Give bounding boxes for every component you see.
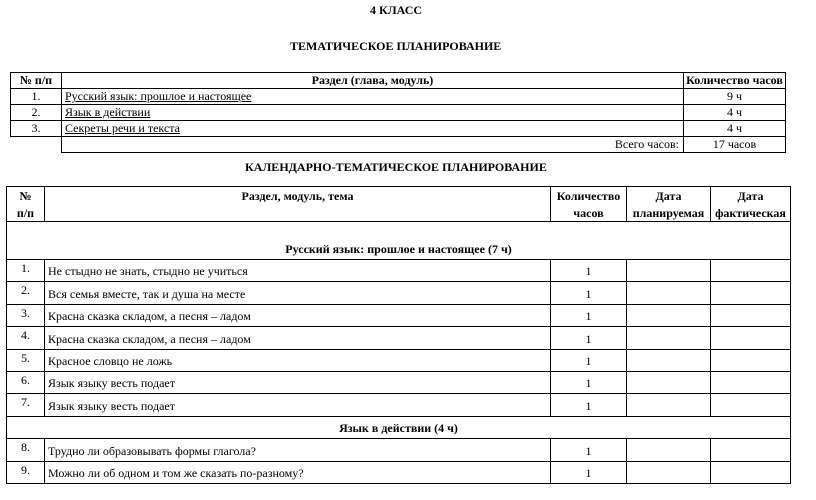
actual-date-cell[interactable] — [711, 394, 791, 417]
table-row — [7, 282, 791, 305]
actual-date-cell[interactable] — [711, 439, 791, 462]
planned-date-cell[interactable] — [627, 282, 711, 305]
planned-date-cell[interactable] — [627, 394, 711, 417]
planned-date-cell[interactable] — [627, 260, 711, 282]
thematic-table — [10, 72, 786, 153]
section-name: Язык в действии — [62, 105, 684, 121]
calendar-header-num: № п/п — [7, 187, 45, 222]
section-heading: Русский язык: прошлое и настоящее (7 ч) — [7, 222, 791, 260]
topic-hours: 1 — [551, 350, 627, 372]
topic-hours: 1 — [551, 439, 627, 462]
planned-date-cell[interactable] — [627, 462, 711, 484]
actual-date-cell[interactable] — [711, 260, 791, 282]
table-row — [7, 439, 791, 462]
table-row — [11, 105, 786, 121]
table-row — [11, 89, 786, 105]
table-row — [7, 305, 791, 327]
row-number: 2. — [7, 282, 45, 305]
calendar-table — [6, 186, 791, 484]
actual-date-cell[interactable] — [711, 462, 791, 484]
section-hours: 4 ч — [684, 105, 786, 121]
table-row — [7, 372, 791, 394]
planned-date-cell[interactable] — [627, 439, 711, 462]
actual-date-cell[interactable] — [711, 372, 791, 394]
topic-name: Язык языку весть подает — [45, 394, 551, 417]
topic-hours: 1 — [551, 394, 627, 417]
topic-hours: 1 — [551, 372, 627, 394]
actual-date-cell[interactable] — [711, 305, 791, 327]
topic-hours: 1 — [551, 327, 627, 350]
section-name: Секреты речи и текста — [62, 121, 684, 137]
table-row — [7, 350, 791, 372]
planned-date-cell[interactable] — [627, 305, 711, 327]
grade-title: 4 КЛАСС — [370, 3, 423, 17]
calendar-header-hours: Количество часов — [551, 187, 627, 222]
calendar-plan-title: КАЛЕНДАРНО-ТЕМАТИЧЕСКОЕ ПЛАНИРОВАНИЕ — [245, 160, 547, 174]
calendar-header-section: Раздел, модуль, тема — [45, 187, 551, 222]
actual-date-cell[interactable] — [711, 350, 791, 372]
topic-name: Не стыдно не знать, стыдно не учиться — [45, 260, 551, 282]
planned-date-cell[interactable] — [627, 350, 711, 372]
section-heading-row — [7, 222, 791, 260]
row-number: 3. — [7, 305, 45, 327]
section-heading: Язык в действии (4 ч) — [7, 417, 791, 439]
row-number: 3. — [11, 121, 62, 137]
planned-date-cell[interactable] — [627, 327, 711, 350]
thematic-header-section: Раздел (глава, модуль) — [62, 73, 684, 89]
row-number: 5. — [7, 350, 45, 372]
thematic-header-num: № п/п — [11, 73, 62, 89]
total-label: Всего часов: — [62, 137, 684, 153]
row-number: 9. — [7, 462, 45, 484]
section-hours: 4 ч — [684, 121, 786, 137]
row-number: 1. — [11, 89, 62, 105]
total-row — [11, 137, 786, 153]
topic-hours: 1 — [551, 462, 627, 484]
row-number: 4. — [7, 327, 45, 350]
section-hours: 9 ч — [684, 89, 786, 105]
section-heading-row — [7, 417, 791, 439]
row-number: 8. — [7, 439, 45, 462]
topic-hours: 1 — [551, 305, 627, 327]
row-number: 7. — [7, 394, 45, 417]
row-number: 2. — [11, 105, 62, 121]
topic-name: Язык языку весть подает — [45, 372, 551, 394]
table-row — [7, 462, 791, 484]
table-row — [7, 394, 791, 417]
actual-date-cell[interactable] — [711, 327, 791, 350]
table-row — [7, 327, 791, 350]
row-number: 6. — [7, 372, 45, 394]
topic-hours: 1 — [551, 260, 627, 282]
thematic-plan-title: ТЕМАТИЧЕСКОЕ ПЛАНИРОВАНИЕ — [290, 39, 502, 53]
total-value: 17 часов — [684, 137, 786, 153]
topic-name: Можно ли об одном и том же сказать по-разному? — [45, 462, 551, 484]
topic-name: Вся семья вместе, так и душа на месте — [45, 282, 551, 305]
table-row — [7, 260, 791, 282]
row-number: 1. — [7, 260, 45, 282]
calendar-header-planned-date: Дата планируемая — [627, 187, 711, 222]
topic-name: Красна сказка складом, а песня – ладом — [45, 305, 551, 327]
table-row — [11, 121, 786, 137]
topic-name: Красное словцо не ложь — [45, 350, 551, 372]
topic-name: Красна сказка складом, а песня – ладом — [45, 327, 551, 350]
actual-date-cell[interactable] — [711, 282, 791, 305]
calendar-header-actual-date: Дата фактическая — [711, 187, 791, 222]
topic-hours: 1 — [551, 282, 627, 305]
thematic-header-hours: Количество часов — [684, 73, 786, 89]
planned-date-cell[interactable] — [627, 372, 711, 394]
section-name: Русский язык: прошлое и настоящее — [62, 89, 684, 105]
topic-name: Трудно ли образовывать формы глагола? — [45, 439, 551, 462]
